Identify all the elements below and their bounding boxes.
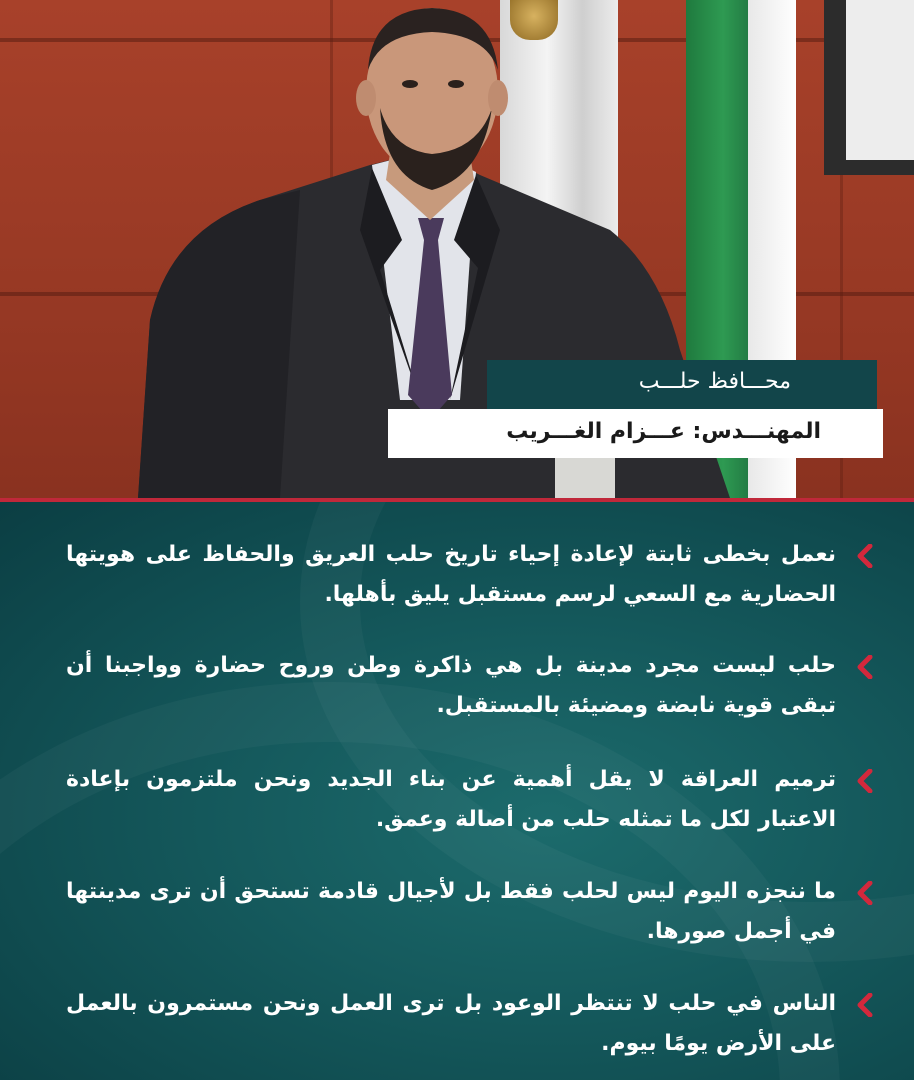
list-item-text: ما ننجزه اليوم ليس لحلب فقط بل لأجيال قادمة تستحق أن ترى مدينتها في أجمل صورها.	[66, 879, 836, 944]
list-item	[66, 646, 876, 726]
list-item	[66, 760, 876, 840]
caption-name-box	[388, 409, 883, 458]
caption-title: محـــافظ حلـــب	[638, 369, 791, 394]
list-item-text: نعمل بخطى ثابتة لإعادة إحياء تاريخ حلب العريق والحفاظ على هويتها الحضارية مع السعي لرسم مستقبل يليق بأهلها.	[66, 542, 836, 607]
list-item-text: ترميم العراقة لا يقل أهمية عن بناء الجديد ونحن ملتزمون بإعادة الاعتبار لكل ما تمثله حلب من أصالة وعمق.	[66, 767, 836, 832]
chevron-left-icon	[854, 881, 876, 905]
caption-name: المهنـــدس: عـــزام الغـــريب	[506, 419, 821, 444]
list-item-text: الناس في حلب لا تنتظر الوعود بل ترى العمل ونحن مستمرون بالعمل على الأرض يومًا بيوم.	[66, 991, 836, 1056]
list-item-text: حلب ليست مجرد مدينة بل هي ذاكرة وطن وروح حضارة وواجبنا أن تبقى قوية نابضة ومضيئة بالمستقبل.	[66, 653, 836, 718]
chevron-left-icon	[854, 655, 876, 679]
chevron-left-icon	[854, 544, 876, 568]
list-item	[66, 984, 876, 1064]
chevron-left-icon	[854, 769, 876, 793]
caption-title-box	[487, 360, 877, 410]
list-item	[66, 872, 876, 952]
quotes-panel	[0, 502, 914, 1080]
list-item	[66, 535, 876, 615]
speaker-photo	[0, 0, 914, 498]
chevron-left-icon	[854, 993, 876, 1017]
